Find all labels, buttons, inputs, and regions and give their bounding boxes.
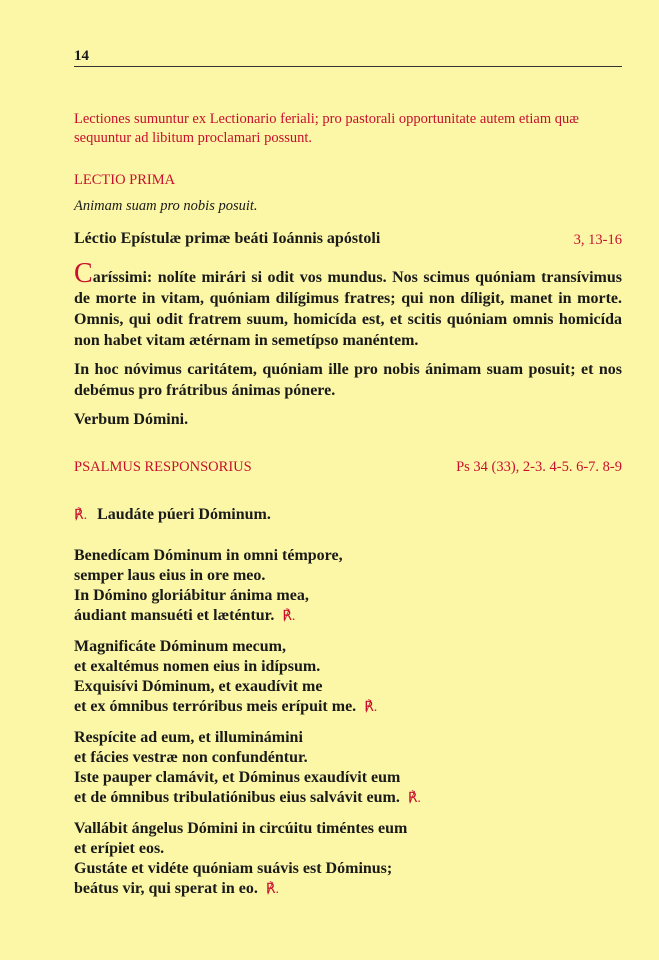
verse-line: Iste pauper clamávit, et Dóminus exaudívit eum bbox=[74, 769, 401, 786]
response-mark: ℟. bbox=[74, 508, 88, 523]
verse-line: et exaltémus nomen eius in idípsum. bbox=[74, 658, 321, 675]
page-number: 14 bbox=[74, 48, 89, 64]
reading-paragraph-1-text: aríssimi: nolíte mirári si odit vos mundus. Nos scimus quóniam transívimus de morte in vitam, quóniam dilígimus fratres; qui non díligit, manet in morte. Omnis, qui odit fratrem suum, homicída est, et scitis quóniam omnis homicída non habet vitam ætérnam in semetípso manéntem. bbox=[74, 269, 622, 349]
response-mark: ℟. bbox=[282, 609, 296, 624]
verse-line: Gustáte et vidéte quóniam suávis est Dóminus; bbox=[74, 860, 393, 877]
verse-line: et fácies vestræ non confundéntur. bbox=[74, 749, 308, 766]
verse-line-last bbox=[74, 697, 622, 718]
verse-line: Magnificáte Dóminum mecum, bbox=[74, 638, 286, 655]
verse-line-text: et ex ómnibus terróribus meis erípuit me. bbox=[74, 698, 357, 715]
verse-line-text: beátus vir, qui sperat in eo. bbox=[74, 880, 258, 897]
stanza-3 bbox=[74, 728, 622, 809]
verse-line-last bbox=[74, 879, 622, 900]
verse-line: Benedícam Dóminum in omni témpore, bbox=[74, 547, 343, 564]
stanza-1 bbox=[74, 546, 622, 627]
response-text: Laudáte púeri Dóminum. bbox=[97, 506, 271, 523]
response-mark: ℟. bbox=[364, 700, 378, 715]
reading-antiphon: Animam suam pro nobis posuit. bbox=[74, 198, 258, 214]
verse-line-last bbox=[74, 606, 622, 627]
verse-line: Respícite ad eum, et illuminámini bbox=[74, 729, 303, 746]
verse-line: semper laus eius in ore meo. bbox=[74, 567, 266, 584]
verse-line: In Dómino gloriábitur ánima mea, bbox=[74, 587, 309, 604]
verse-line: Exquisívi Dóminum, et exaudívit me bbox=[74, 678, 323, 695]
document-page bbox=[74, 0, 622, 960]
rubric-intro: Lectiones sumuntur ex Lectionario feriali; pro pastorali opportunitate autem etiam quæ sequuntur ad libitum proclamari possunt. bbox=[74, 111, 579, 146]
response-mark: ℟. bbox=[265, 882, 279, 897]
lectio-heading: LECTIO PRIMA bbox=[74, 172, 176, 188]
psalm-heading: PSALMUS RESPONSORIUS bbox=[74, 459, 252, 475]
header-rule bbox=[74, 66, 622, 67]
verse-line: et erípiet eos. bbox=[74, 840, 165, 857]
response-mark: ℟. bbox=[407, 791, 421, 806]
verse-line: Vallábit ángelus Dómini in circúitu timéntes eum bbox=[74, 820, 408, 837]
psalm-response bbox=[74, 506, 271, 524]
stanza-2 bbox=[74, 637, 622, 718]
drop-cap: C bbox=[74, 258, 93, 289]
psalm-stanzas bbox=[74, 546, 622, 910]
reading-conclusion: Verbum Dómini. bbox=[74, 411, 189, 428]
verse-line-text: et de ómnibus tribulatiónibus eius salvávit eum. bbox=[74, 789, 400, 806]
stanza-4 bbox=[74, 819, 622, 900]
reading-body bbox=[74, 258, 622, 438]
verse-line-text: áudiant mansuéti et læténtur. bbox=[74, 607, 275, 624]
reading-paragraph-1 bbox=[74, 258, 622, 351]
psalm-reference: Ps 34 (33), 2-3. 4-5. 6-7. 8-9 bbox=[456, 459, 622, 475]
verse-line-last bbox=[74, 788, 622, 809]
reading-title: Léctio Epístulæ primæ beáti Ioánnis apóstoli bbox=[74, 230, 381, 247]
reading-paragraph-2: In hoc nóvimus caritátem, quóniam ille pro nobis ánimam suam posuit; et nos debémus pro frátribus ánimas pónere. bbox=[74, 361, 622, 399]
reading-reference: 3, 13-16 bbox=[573, 232, 622, 248]
